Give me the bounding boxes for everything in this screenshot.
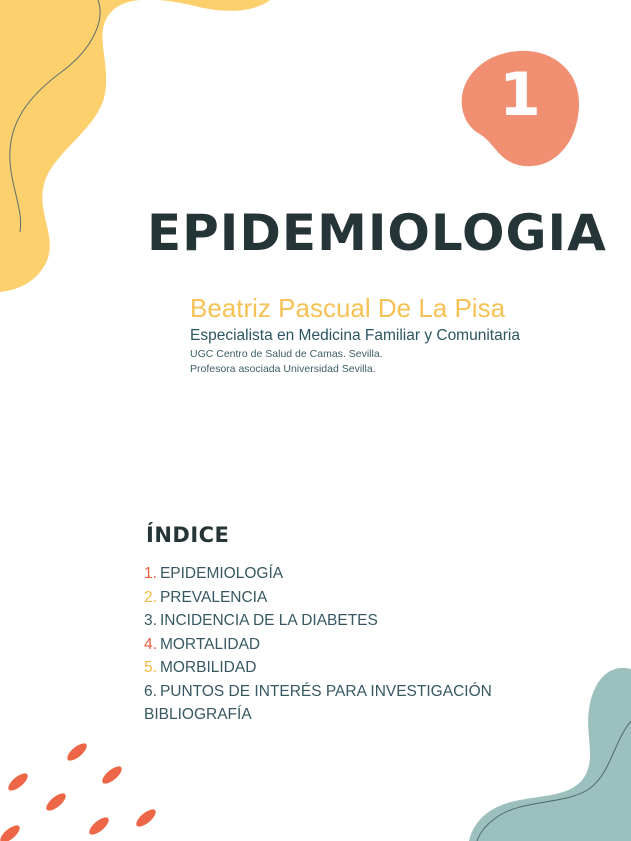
author-affiliation: UGC Centro de Salud de Camas. Sevilla.: [190, 348, 383, 360]
author-specialty: Especialista en Medicina Familiar y Comunitaria: [190, 327, 520, 344]
toc-item[interactable]: [144, 586, 492, 610]
toc-item[interactable]: [144, 656, 492, 680]
toc-item-label: BIBLIOGRAFÍA: [144, 706, 252, 723]
toc-item-number: 2.: [144, 588, 157, 606]
chapter-number: 1: [499, 60, 541, 130]
chapter-title: EPIDEMIOLOGIA: [147, 204, 607, 262]
toc-item-label: MORBILIDAD: [159, 659, 257, 676]
toc-item-number: 5.: [144, 659, 157, 676]
toc-item[interactable]: [144, 562, 492, 586]
toc-item-label: MORTALIDAD: [159, 635, 261, 653]
toc-item-number: 1.: [144, 565, 157, 582]
toc-item-number: 4.: [144, 635, 157, 653]
toc-item-number: 6.: [144, 682, 157, 700]
toc-item-label: PUNTOS DE INTERÉS PARA INVESTIGACIÓN: [159, 682, 492, 700]
chapter-number-badge: [458, 47, 582, 171]
toc-item-number: 3.: [144, 612, 157, 629]
toc-item-label: EPIDEMIOLOGÍA: [159, 565, 284, 582]
toc-item-label: PREVALENCIA: [159, 588, 268, 606]
orange-dashes-decoration: [0, 730, 170, 841]
author-affiliation: Profesora asociada Universidad Sevilla.: [190, 363, 376, 375]
index-heading: ÍNDICE: [146, 523, 230, 547]
toc-item[interactable]: [144, 680, 492, 704]
toc-item[interactable]: [144, 703, 492, 727]
toc-item[interactable]: [144, 609, 492, 633]
toc-item[interactable]: [144, 633, 492, 657]
table-of-contents: [144, 562, 492, 727]
toc-item-label: INCIDENCIA DE LA DIABETES: [159, 612, 378, 629]
author-name: Beatriz Pascual De La Pisa: [190, 293, 506, 323]
